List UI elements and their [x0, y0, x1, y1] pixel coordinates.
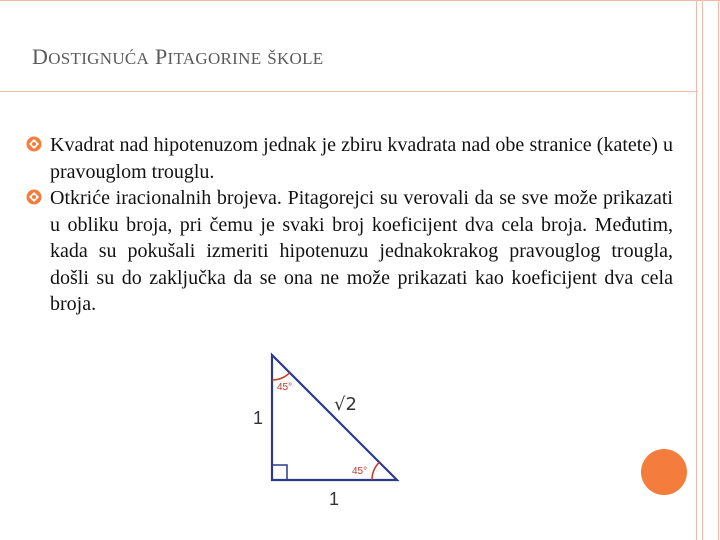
title-word-1: OSTIGNUĆA: [48, 49, 150, 68]
title-word-3: ŠKOLE: [267, 49, 324, 68]
right-frame-line-1: [696, 0, 697, 540]
title-divider: [0, 91, 698, 92]
right-angle-marker: [272, 465, 287, 480]
right-frame-line-2: [702, 0, 703, 540]
bottom-angle-arc: [372, 462, 379, 480]
title-letter-d: D: [32, 44, 49, 69]
hypotenuse-label: √2: [334, 394, 357, 415]
bullet-text-2: Otkriće iracionalnih brojeva. Pitagorejci su verovali da se sve može prikazati u obliku broja, pri čemu je svaki broj koeficijent dva cela broja. Međutim, kada su pokušali izmeriti hipotenuzu jednakokrakog pravouglog trougla, došli su do zaključka da se ona ne može prikazati kao koeficijent dva cela broja.: [50, 187, 673, 315]
top-frame-line: [0, 0, 720, 1]
top-angle-arc: [272, 373, 290, 380]
decorative-circle: [641, 449, 687, 495]
triangle-shape: [272, 355, 397, 480]
title-word-2: ITAGORINE: [167, 49, 262, 68]
vertical-side-label: 1: [253, 408, 264, 428]
bullet-text-1: Kvadrat nad hipotenuzom jednak je zbiru kvadrata nad obe stranice (katete) u pravouglom trouglu.: [50, 134, 673, 183]
bullet-item-2: [36, 185, 673, 318]
flower-bullet-icon: [26, 189, 42, 205]
flower-bullet-icon: [26, 136, 42, 152]
top-angle-label: 45°: [277, 382, 293, 393]
horizontal-side-label: 1: [329, 489, 340, 509]
bullet-list: [36, 132, 673, 318]
right-triangle-figure: [250, 350, 410, 512]
right-frame-line-3: [718, 0, 719, 540]
title-letter-p: P: [154, 44, 168, 69]
bullet-item-1: [36, 132, 673, 185]
slide-title: [32, 44, 323, 70]
bottom-angle-label: 45°: [352, 466, 368, 477]
